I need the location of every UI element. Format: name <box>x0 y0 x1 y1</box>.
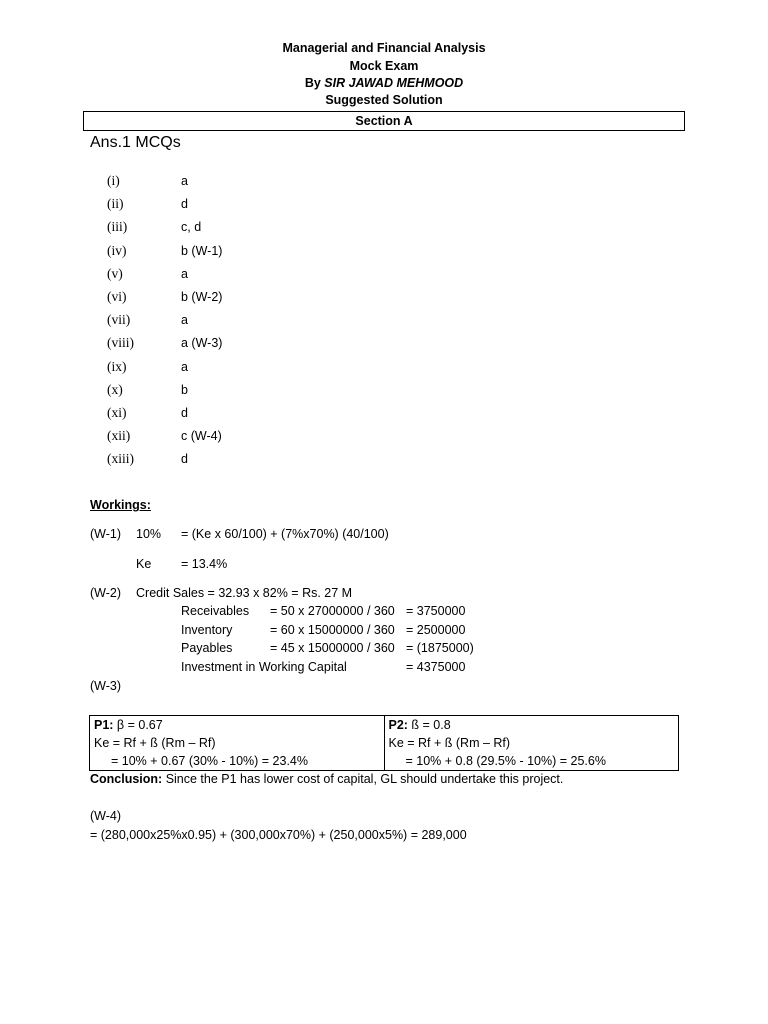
p2-beta-line <box>389 716 675 734</box>
w2-label: (W-2) <box>90 586 122 600</box>
mcq-answer: a <box>181 174 188 188</box>
course-title: Managerial and Financial Analysis <box>282 41 486 55</box>
mcq-number: (ix) <box>107 358 127 374</box>
mcq-answer: a (W-3) <box>181 336 223 351</box>
p1-beta: β = 0.67 <box>113 718 163 732</box>
mcq-number: (iv) <box>107 242 127 258</box>
mcq-answer: b (W-2) <box>181 290 223 304</box>
mcq-number: (ii) <box>107 196 124 212</box>
mcq-answer: a <box>181 359 188 374</box>
mcq-answer: c, d <box>181 220 202 235</box>
w1-label: (W-1) <box>90 527 122 541</box>
mcq-number: (i) <box>107 173 120 188</box>
mcq-answer: c (W-4) <box>181 429 222 444</box>
w1-ke-value: = 13.4% <box>181 557 228 571</box>
mcq-number: (x) <box>107 381 123 397</box>
mcq-answer: d <box>181 406 188 420</box>
w1-equation: = (Ke x 60/100) + (7%x70%) (40/100) <box>181 527 389 541</box>
w1-ke-label: Ke <box>136 557 152 571</box>
mcq-number: (vii) <box>107 312 131 328</box>
mcq-number: (xii) <box>107 428 131 444</box>
p2-formula: Ke = Rf + ß (Rm – Rf) <box>388 736 511 750</box>
project-p1-cell <box>90 716 385 771</box>
w2-row-result: = 3750000 <box>406 604 466 618</box>
p2-beta: ß = 0.8 <box>407 718 451 732</box>
mcq-answer: a <box>181 266 188 281</box>
mcq-number: (iii) <box>107 219 128 235</box>
conclusion-label: Conclusion: <box>90 772 163 786</box>
w2-row-calc: = 45 x 15000000 / 360 <box>270 641 395 655</box>
conclusion-text: Since the P1 has lower cost of capital, GL should undertake this project. <box>162 772 564 786</box>
mcq-number: (xi) <box>107 405 127 420</box>
w2-row-result: = (1875000) <box>406 641 474 655</box>
author-line <box>0 76 768 90</box>
w2-row-calc: = 60 x 15000000 / 360 <box>270 623 395 637</box>
workings-title: Workings: <box>90 498 151 512</box>
w2-row-result: = 2500000 <box>406 623 466 637</box>
mcq-answer: d <box>181 197 188 212</box>
p2-label: P2: <box>388 718 408 732</box>
w4-calculation: = (280,000x25%x0.95) + (300,000x70%) + (250,000x5%) = 289,000 <box>90 828 467 842</box>
p1-formula: Ke = Rf + ß (Rm – Rf) <box>94 736 216 750</box>
w4-label: (W-4) <box>90 809 122 823</box>
mcq-number: (vi) <box>107 289 127 304</box>
p1-beta-line <box>94 716 380 734</box>
mcq-answer: b (W-1) <box>181 243 223 258</box>
w3-label: (W-3) <box>90 679 122 693</box>
by-prefix: By <box>304 76 325 90</box>
project-p2-cell <box>384 716 679 771</box>
w2-row-name: Inventory <box>181 623 233 637</box>
w1-lhs: 10% <box>136 527 162 541</box>
section-a-header: Section A <box>83 111 685 131</box>
w2-credit-sales: Credit Sales = 32.93 x 82% = Rs. 27 M <box>136 586 353 600</box>
w2-total-result: = 4375000 <box>406 660 466 674</box>
project-comparison-table <box>89 715 679 771</box>
solution-title: Suggested Solution <box>325 93 443 107</box>
p1-calculation: = 10% + 0.67 (30% - 10%) = 23.4% <box>111 754 308 768</box>
w2-row-calc: = 50 x 27000000 / 360 <box>270 604 395 618</box>
p1-label: P1: <box>94 718 114 732</box>
mcq-answer: a <box>181 313 188 328</box>
mcq-number: (v) <box>107 265 123 281</box>
mcq-answer: b <box>181 382 188 397</box>
mcq-number: (viii) <box>107 335 134 351</box>
exam-title: Mock Exam <box>349 59 419 73</box>
w2-total-name: Investment in Working Capital <box>181 660 347 674</box>
answer-1-title: Ans.1 MCQs <box>90 134 181 151</box>
w2-row-name: Receivables <box>181 604 250 618</box>
mcq-number: (xiii) <box>107 451 134 467</box>
conclusion-line <box>90 772 563 786</box>
author-name: SIR JAWAD MEHMOOD <box>324 76 464 90</box>
w2-row-name: Payables <box>181 641 233 655</box>
mcq-answer: d <box>181 452 188 467</box>
p2-calculation: = 10% + 0.8 (29.5% - 10%) = 25.6% <box>405 754 606 768</box>
